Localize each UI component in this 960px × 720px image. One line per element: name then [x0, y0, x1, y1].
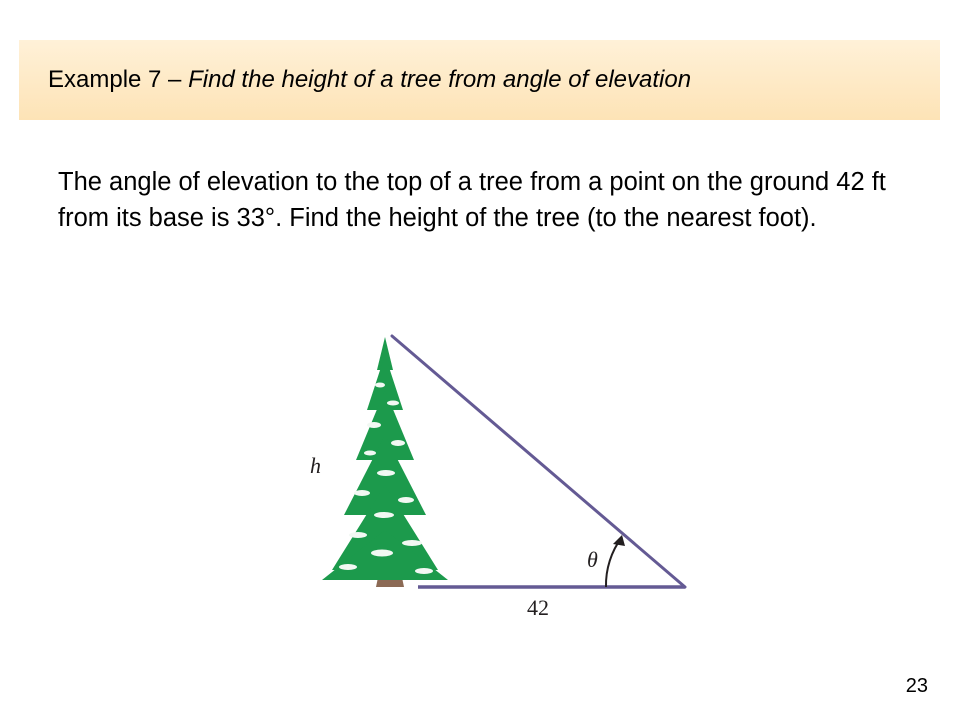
angle-arrowhead-icon — [613, 535, 625, 546]
tree-icon — [322, 337, 448, 587]
title-prefix: Example 7 – — [48, 66, 189, 93]
triangle-diagram — [300, 325, 700, 625]
angle-label: θ — [587, 547, 598, 572]
diagram-svg — [300, 325, 700, 625]
title-italic: Find the height of a tree from angle of elevation — [188, 66, 692, 93]
problem-text: The angle of elevation to the top of a tree from a point on the ground 42 ft from its base is 33°. Find the height of the tree (to the nearest foot). — [58, 168, 886, 232]
hypotenuse-line — [392, 336, 685, 587]
height-label: h — [310, 453, 321, 478]
slide-number: 23 — [905, 675, 928, 697]
slide-title — [48, 66, 691, 94]
base-label: 42 — [527, 595, 549, 620]
